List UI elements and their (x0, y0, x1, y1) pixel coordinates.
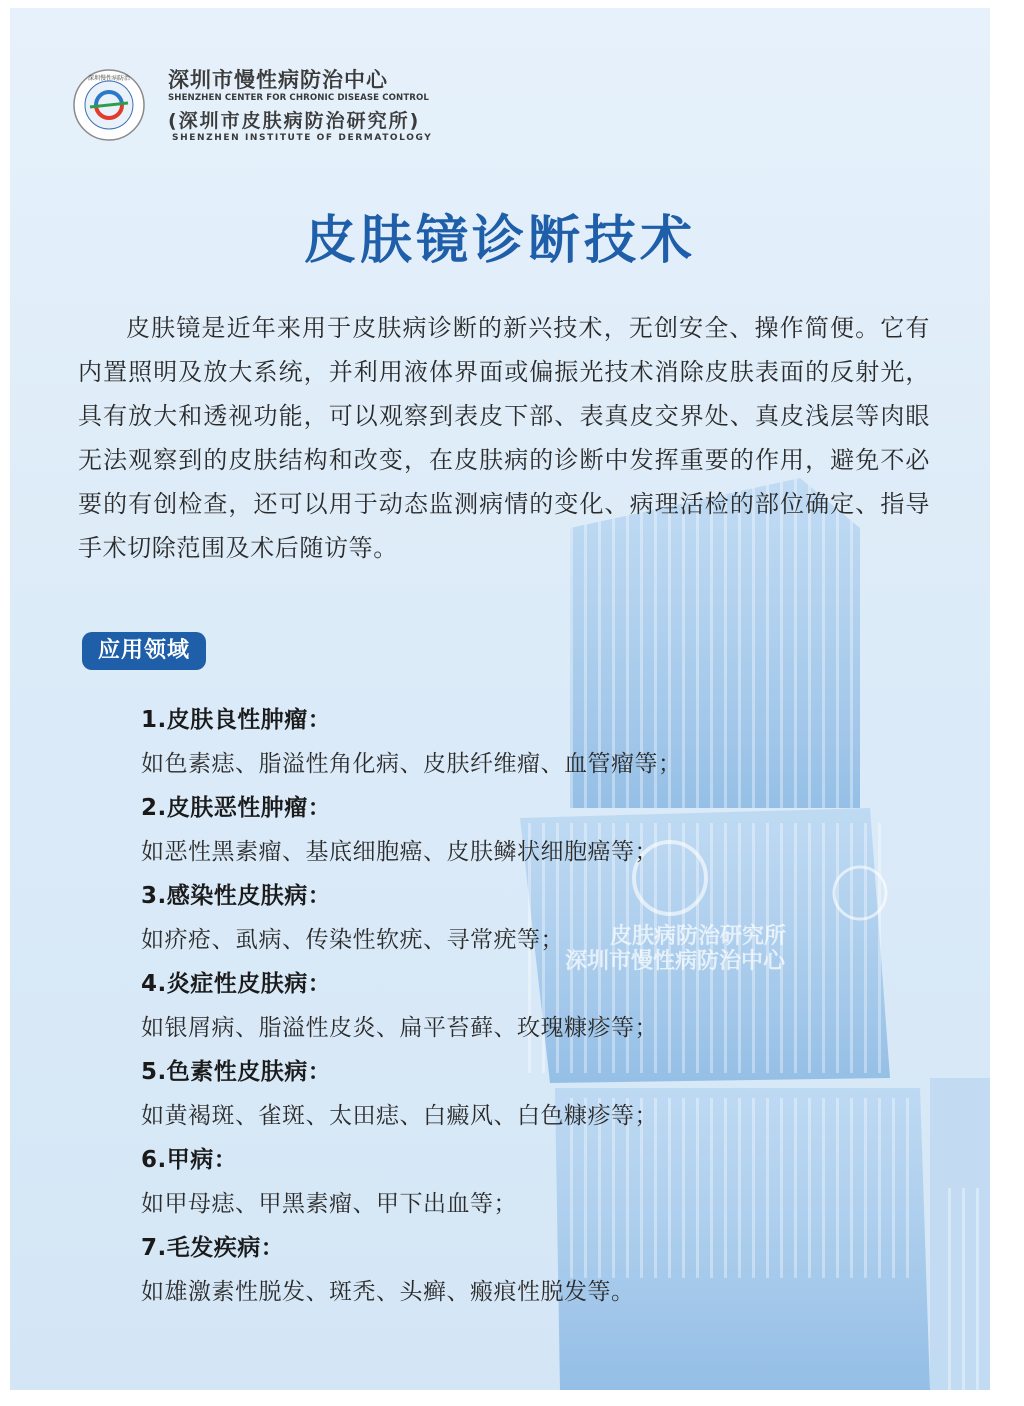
list-item (141, 786, 961, 874)
application-heading: 5.色素性皮肤病： (141, 1059, 332, 1085)
application-description: 如银屑病、脂溢性皮炎、扁平苔藓、玫瑰糠疹等； (141, 1015, 658, 1041)
application-description: 如恶性黑素瘤、基底细胞癌、皮肤鳞状细胞癌等； (141, 839, 658, 865)
list-item (141, 698, 961, 786)
list-item (141, 1138, 961, 1226)
application-description: 如疥疮、虱病、传染性软疣、寻常疣等； (141, 927, 564, 953)
application-heading: 2.皮肤恶性肿瘤： (141, 795, 332, 821)
application-heading: 4.炎症性皮肤病： (141, 971, 332, 997)
institute-name-cn: (深圳市皮肤病防治研究所) (168, 110, 421, 132)
poster (10, 8, 990, 1390)
applications-list (141, 698, 961, 1314)
page-title: 皮肤镜诊断技术 (303, 211, 696, 271)
institute-name-en: SHENZHEN INSTITUTE OF DERMATOLOGY (172, 133, 433, 143)
application-description: 如雄激素性脱发、斑秃、头癣、瘢痕性脱发等。 (141, 1279, 635, 1305)
organization-name-cn: 深圳市慢性病防治中心 (168, 68, 388, 92)
application-heading: 7.毛发疾病： (141, 1235, 285, 1261)
application-description: 如甲母痣、甲黑素瘤、甲下出血等； (141, 1191, 517, 1217)
organization-logo-icon (72, 68, 146, 142)
list-item (141, 1050, 961, 1138)
list-item (141, 874, 961, 962)
application-heading: 1.皮肤良性肿瘤： (141, 707, 332, 733)
organization-header (72, 64, 492, 154)
organization-name-en: SHENZHEN CENTER FOR CHRONIC DISEASE CONTROL (168, 93, 429, 103)
building-sign-1: 皮肤病防治研究所 (610, 924, 787, 949)
section-badge-applications: 应用领域 (82, 632, 206, 670)
application-description: 如色素痣、脂溢性角化病、皮肤纤维瘤、血管瘤等； (141, 751, 682, 777)
intro-paragraph: 皮肤镜是近年来用于皮肤病诊断的新兴技术，无创安全、操作简便。它有内置照明及放大系统，并利用液体界面或偏振光技术消除皮肤表面的反射光，具有放大和透视功能，可以观察到表皮下部、表真皮交界处、真皮浅层等肉眼无法观察到的皮肤结构和改变，在皮肤病的诊断中发挥重要的作用，避免不必要的有创检查，还可以用于动态监测病情的变化、病理活检的部位确定、指导手术切除范围及术后随访等。 (78, 314, 930, 562)
logo-text: 深圳慢性病防治 (87, 75, 131, 82)
building-sign-2: 深圳市慢性病防治中心 (565, 949, 786, 974)
application-heading: 3.感染性皮肤病： (141, 883, 332, 909)
list-item (141, 962, 961, 1050)
list-item (141, 1226, 961, 1314)
application-heading: 6.甲病： (141, 1147, 238, 1173)
application-description: 如黄褐斑、雀斑、太田痣、白癜风、白色糠疹等； (141, 1103, 658, 1129)
